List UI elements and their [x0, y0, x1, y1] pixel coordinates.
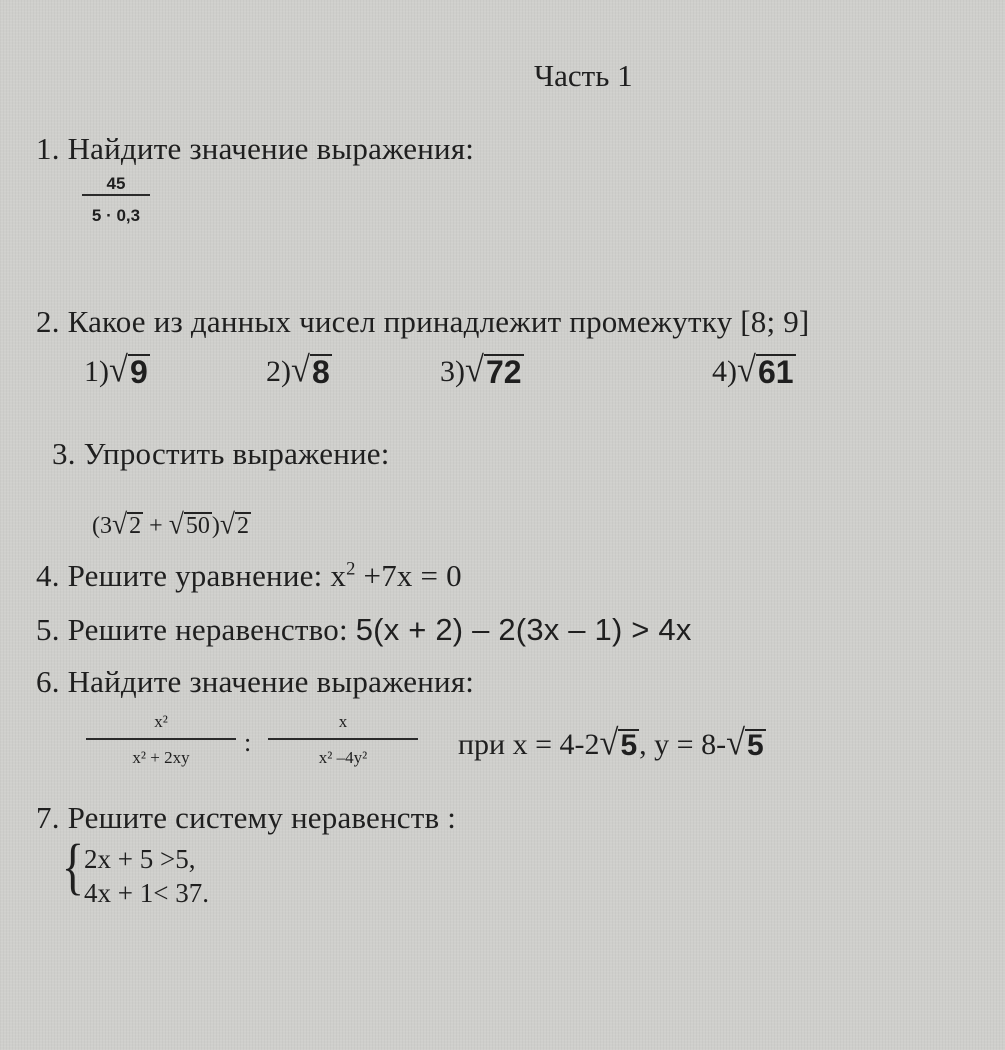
question-5-text: 5. Решите неравенство:: [36, 612, 348, 647]
option-number: 1): [84, 355, 109, 388]
condition-part: при x = 4-2: [458, 728, 600, 761]
sqrt-icon: √: [168, 507, 184, 540]
page-title: Часть 1: [534, 58, 633, 93]
radicand: 2: [129, 512, 142, 539]
question-1-fraction: [82, 174, 150, 226]
sqrt-icon: √: [465, 350, 484, 390]
q6-f1-numerator: x²: [154, 712, 168, 731]
radicand: 72: [485, 353, 522, 390]
q2-option-2: [266, 350, 332, 390]
condition-part: , y = 8-: [639, 728, 727, 761]
q2-option-3: [440, 350, 524, 390]
radicand: 5: [747, 728, 764, 762]
q6-fraction-2: [268, 712, 418, 768]
question-3-expression: [92, 507, 251, 540]
radicand: 9: [129, 353, 148, 390]
question-4-text: 4. Решите уравнение: x: [36, 558, 347, 593]
inequality-system: [84, 842, 209, 910]
question-5: [36, 612, 692, 648]
sqrt-icon: √: [112, 507, 128, 540]
sqrt-icon: √: [219, 507, 236, 540]
option-number: 3): [440, 355, 465, 388]
sqrt-icon: √: [737, 350, 756, 390]
question-2-text: 2. Какое из данных чисел принадлежит промежутку [8; 9]: [36, 304, 810, 339]
q6-f1-denominator: x² + 2xy: [132, 748, 190, 767]
question-3-text: 3. Упростить выражение:: [52, 436, 390, 471]
question-4: [36, 558, 462, 594]
fraction-bar: [86, 738, 236, 740]
division-colon: :: [244, 728, 252, 757]
sqrt-icon: √: [109, 350, 128, 390]
q1-denominator: 5 · 0,3: [91, 206, 141, 225]
sqrt-icon: √: [599, 723, 619, 763]
q6-fraction-1: [86, 712, 236, 768]
expr-part: +: [143, 513, 169, 539]
q1-numerator: 45: [106, 174, 126, 193]
sqrt-icon: √: [726, 723, 746, 763]
inequality-expression: 5(x + 2) – 2(3x – 1) > 4x: [355, 612, 692, 647]
option-number: 4): [712, 355, 737, 388]
exponent: 2: [346, 558, 356, 580]
q6-f2-numerator: x: [338, 712, 348, 731]
q2-option-1: [84, 350, 150, 390]
sqrt-icon: √: [291, 350, 310, 390]
radicand: 2: [237, 512, 250, 539]
fraction-bar: [268, 738, 418, 740]
question-1-text: 1. Найдите значение выражения:: [36, 131, 475, 166]
radicand: 61: [757, 353, 794, 390]
option-number: 2): [266, 355, 291, 388]
radicand: 8: [311, 353, 330, 390]
q2-option-4: [712, 350, 796, 390]
radicand: 5: [620, 728, 638, 762]
system-line: 4x + 1< 37.: [84, 878, 209, 908]
radicand: 50: [185, 512, 210, 539]
equation-rest: +7x = 0: [355, 558, 462, 593]
fraction-bar: [82, 194, 150, 196]
system-line: 2x + 5 >5,: [84, 844, 196, 874]
question-6-text: 6. Найдите значение выражения:: [36, 664, 475, 699]
system-brace-icon: {: [61, 833, 85, 901]
q6-condition: [458, 723, 766, 763]
expr-part: ): [211, 513, 220, 539]
expr-part: (3: [92, 513, 112, 539]
question-7-text: 7. Решите систему неравенств :: [36, 800, 457, 835]
q6-f2-denominator: x² –4y²: [318, 748, 368, 767]
